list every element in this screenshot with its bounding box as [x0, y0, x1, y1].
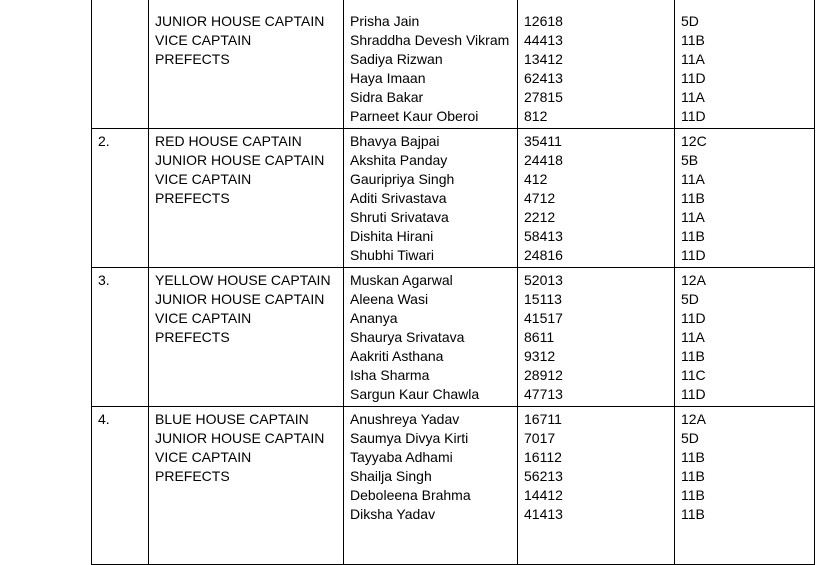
student-class: 11A [681, 171, 705, 187]
student-id: 8611 [524, 329, 555, 345]
student-class: 11D [681, 108, 706, 124]
student-id: 15113 [524, 291, 562, 307]
serial-number: 4. [92, 407, 149, 565]
student-name: Aakriti Asthana [350, 348, 444, 364]
role-label: VICE CAPTAIN [155, 449, 252, 465]
house-leaders-table [91, 0, 815, 565]
role-label: VICE CAPTAIN [155, 32, 252, 48]
names-cell [344, 407, 518, 565]
student-name: Akshita Panday [350, 152, 448, 168]
ids-cell [518, 0, 675, 129]
role-label: BLUE HOUSE CAPTAIN [155, 411, 309, 427]
student-class: 11B [681, 506, 705, 522]
student-name: Diksha Yadav [350, 506, 436, 522]
student-class: 12C [681, 133, 707, 149]
classes-cell [675, 407, 815, 565]
student-class: 5D [681, 13, 699, 29]
roles-cell [149, 0, 344, 129]
student-id: 62413 [524, 70, 563, 86]
serial-number: 3. [92, 268, 149, 407]
roles-cell [149, 268, 344, 407]
student-name: Isha Sharma [350, 367, 430, 383]
classes-cell [675, 0, 815, 129]
student-class: 11D [681, 247, 706, 263]
student-class: 11C [681, 367, 706, 383]
role-label: PREFECTS [155, 468, 230, 484]
student-name: Shubhi Tiwari [350, 247, 435, 263]
student-id: 13412 [524, 51, 563, 67]
student-class: 11B [681, 487, 705, 503]
student-name: Shruti Srivatava [350, 209, 449, 225]
role-label: JUNIOR HOUSE CAPTAIN [155, 152, 325, 168]
student-id: 24816 [524, 247, 563, 263]
student-id: 41517 [524, 310, 563, 326]
classes-cell [675, 268, 815, 407]
student-name: Prisha Jain [350, 13, 420, 29]
student-id: 28912 [524, 367, 563, 383]
student-class: 5B [681, 152, 699, 168]
student-name: Saumya Divya Kirti [350, 430, 469, 446]
student-name: Aditi Srivastava [350, 190, 447, 206]
student-name: Dishita Hirani [350, 228, 434, 244]
student-name: Shailja Singh [350, 468, 432, 484]
student-name: Muskan Agarwal [350, 272, 453, 288]
serial-number: 2. [92, 129, 149, 268]
role-label: PREFECTS [155, 190, 230, 206]
student-id: 47713 [524, 386, 563, 402]
student-id: 412 [524, 171, 548, 187]
student-class: 12A [681, 272, 706, 288]
student-name: Parneet Kaur Oberoi [350, 108, 479, 124]
serial-number [92, 0, 149, 129]
student-id: 58413 [524, 228, 563, 244]
student-id: 7017 [524, 430, 556, 446]
student-class: 5D [681, 291, 699, 307]
student-id: 12618 [524, 13, 563, 29]
role-label: PREFECTS [155, 329, 230, 345]
student-name [350, 0, 517, 12]
student-name: Shaurya Srivatava [350, 329, 465, 345]
classes-cell [675, 129, 815, 268]
student-name: Anushreya Yadav [350, 411, 460, 427]
student-id: 52013 [524, 272, 563, 288]
student-class: 11B [681, 190, 705, 206]
ids-cell [518, 407, 675, 565]
student-id: 812 [524, 108, 548, 124]
student-id [524, 0, 674, 12]
student-name: Shraddha Devesh Vikram [350, 32, 510, 48]
student-id: 35411 [524, 133, 562, 149]
roles-cell [149, 129, 344, 268]
table-row [92, 129, 815, 268]
student-id: 56213 [524, 468, 563, 484]
student-class: 11D [681, 310, 706, 326]
student-id: 4712 [524, 190, 556, 206]
role-label: VICE CAPTAIN [155, 171, 252, 187]
student-class: 11B [681, 468, 705, 484]
student-id: 41413 [524, 506, 563, 522]
table-row [92, 268, 815, 407]
student-class [681, 0, 814, 12]
table-row [92, 407, 815, 565]
role-label: JUNIOR HOUSE CAPTAIN [155, 13, 325, 29]
student-class: 11D [681, 386, 706, 402]
student-class: 11D [681, 70, 706, 86]
role-label [155, 0, 343, 12]
student-class: 5D [681, 430, 699, 446]
student-id: 9312 [524, 348, 556, 364]
student-id: 16711 [524, 411, 562, 427]
student-id: 24418 [524, 152, 563, 168]
student-class: 11A [681, 89, 705, 105]
ids-cell [518, 268, 675, 407]
student-class: 11A [681, 329, 705, 345]
role-label: VICE CAPTAIN [155, 310, 252, 326]
role-label: PREFECTS [155, 51, 230, 67]
student-name: Bhavya Bajpai [350, 133, 440, 149]
role-label: JUNIOR HOUSE CAPTAIN [155, 430, 325, 446]
names-cell [344, 268, 518, 407]
student-class: 11A [681, 209, 705, 225]
role-label: RED HOUSE CAPTAIN [155, 133, 302, 149]
names-cell [344, 129, 518, 268]
student-name: Tayyaba Adhami [350, 449, 453, 465]
roles-cell [149, 407, 344, 565]
role-label: JUNIOR HOUSE CAPTAIN [155, 291, 325, 307]
student-class: 11A [681, 51, 705, 67]
student-name: Gauripriya Singh [350, 171, 455, 187]
student-class: 12A [681, 411, 706, 427]
student-id: 44413 [524, 32, 563, 48]
student-name: Ananya [350, 310, 398, 326]
student-name: Haya Imaan [350, 70, 426, 86]
student-id: 14412 [524, 487, 563, 503]
student-name: Sargun Kaur Chawla [350, 386, 480, 402]
student-name: Sadiya Rizwan [350, 51, 443, 67]
ids-cell [518, 129, 675, 268]
student-id: 27815 [524, 89, 563, 105]
student-id: 2212 [524, 209, 556, 225]
student-class: 11B [681, 449, 705, 465]
student-class: 11B [681, 32, 705, 48]
student-class: 11B [681, 348, 705, 364]
student-id: 16112 [524, 449, 562, 465]
student-class: 11B [681, 228, 705, 244]
student-name: Aleena Wasi [350, 291, 429, 307]
names-cell [344, 0, 518, 129]
student-name: Deboleena Brahma [350, 487, 471, 503]
role-label: YELLOW HOUSE CAPTAIN [155, 272, 331, 288]
student-name: Sidra Bakar [350, 89, 424, 105]
table-row [92, 0, 815, 129]
